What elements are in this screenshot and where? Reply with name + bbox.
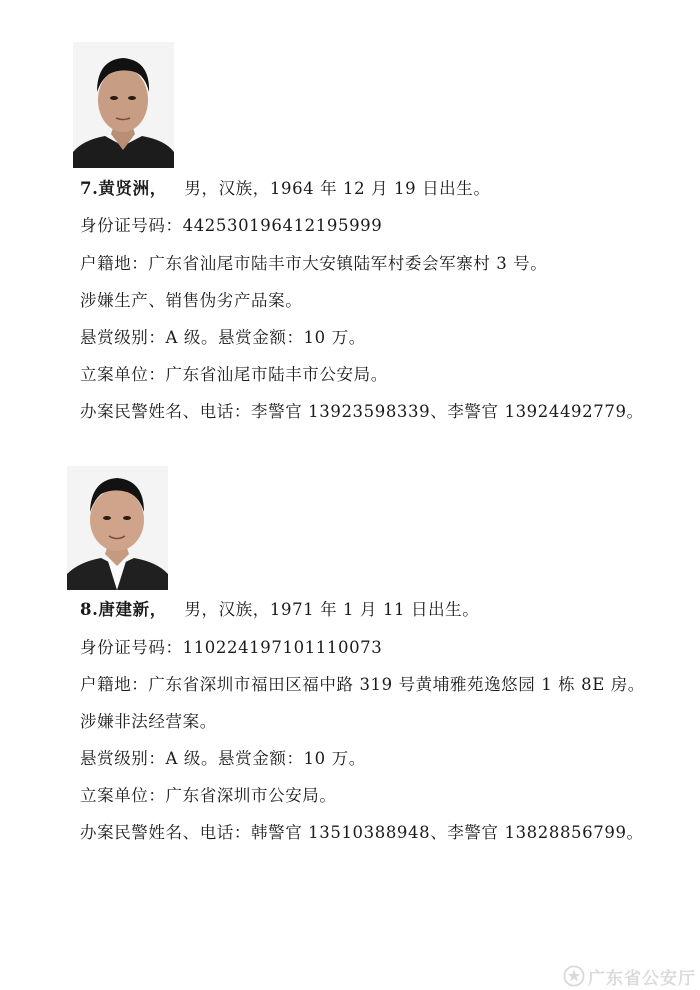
person-8-name: 8.唐建新，	[80, 600, 167, 619]
person-8-id-number: 身份证号码：110224197101110073	[80, 638, 383, 657]
watermark	[563, 964, 696, 988]
person-7-basic-info: 男，汉族，1964 年 12 月 19 日出生。	[184, 179, 491, 198]
person-7-photo	[73, 42, 174, 168]
police-badge-icon	[563, 965, 585, 987]
person-7-filing-unit: 立案单位：广东省汕尾市陆丰市公安局。	[80, 365, 388, 384]
person-7-name: 7.黄贤洲，	[80, 179, 167, 198]
person-7-header	[80, 179, 490, 199]
person-7-reward: 悬赏级别：A 级。悬赏金额：10 万。	[80, 328, 366, 347]
watermark-text: 广东省公安厅	[588, 968, 696, 989]
person-8-case: 涉嫌非法经营案。	[80, 712, 217, 731]
person-7-hukou: 户籍地：广东省汕尾市陆丰市大安镇陆军村委会军寨村 3 号。	[80, 254, 548, 273]
person-7-case: 涉嫌生产、销售伪劣产品案。	[80, 291, 303, 310]
person-8-header	[80, 600, 479, 620]
person-8-hukou: 户籍地：广东省深圳市福田区福中路 319 号黄埔雅苑逸悠园 1 栋 8E 房。	[80, 675, 645, 694]
person-8-basic-info: 男，汉族，1971 年 1 月 11 日出生。	[184, 600, 480, 619]
person-8-filing-unit: 立案单位：广东省深圳市公安局。	[80, 786, 337, 805]
person-8-photo	[67, 466, 168, 590]
person-8-contact: 办案民警姓名、电话：韩警官 13510388948、李警官 13828856799。	[80, 823, 644, 842]
person-8-reward: 悬赏级别：A 级。悬赏金额：10 万。	[80, 749, 366, 768]
person-7-contact: 办案民警姓名、电话：李警官 13923598339、李警官 13924492779。	[80, 402, 644, 421]
person-7-id-number: 身份证号码：442530196412195999	[80, 216, 383, 235]
